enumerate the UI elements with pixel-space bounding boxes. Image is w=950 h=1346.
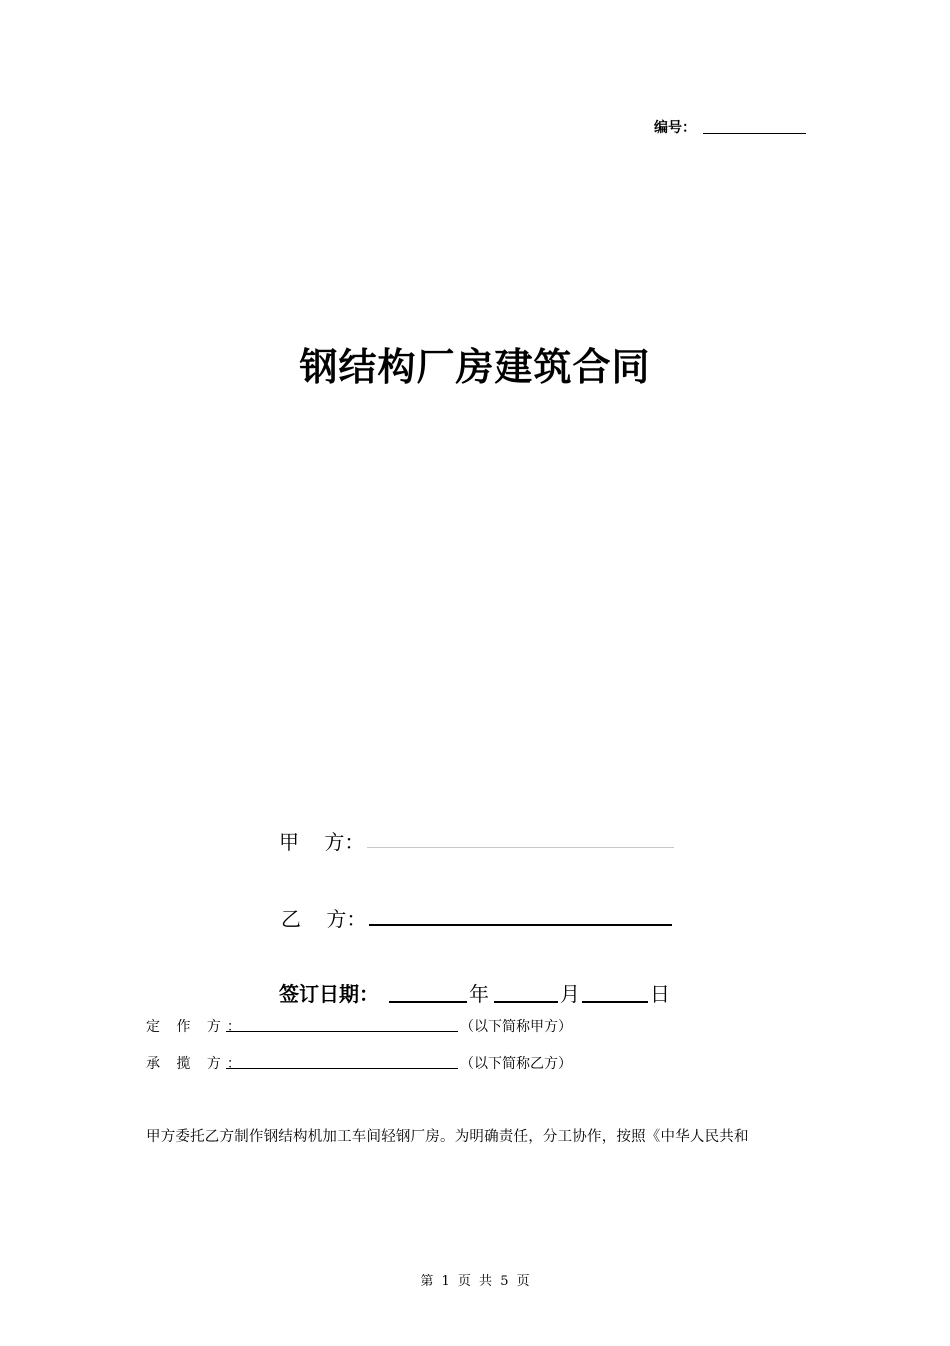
page-footer: 第 1 页 共 5 页 bbox=[420, 1274, 530, 1289]
contractor-note: （以下简称乙方） bbox=[460, 1056, 572, 1072]
year-label: 年 bbox=[469, 982, 489, 1006]
party-b-blank bbox=[369, 924, 672, 926]
intro-paragraph: 甲方委托乙方制作钢结构机加工车间轻钢厂房。为明确责任，分工协作，按照《中华人民共和 bbox=[146, 1129, 749, 1145]
year-blank bbox=[389, 1001, 467, 1003]
contractor-blank bbox=[226, 1068, 458, 1069]
page-title: 钢结构厂房建筑合同 bbox=[299, 345, 651, 389]
contractor-label: 承 揽 方： bbox=[146, 1056, 247, 1072]
month-label: 月 bbox=[560, 982, 580, 1006]
month-blank bbox=[494, 1001, 558, 1003]
party-b-label: 乙 方： bbox=[281, 907, 367, 931]
maker-blank bbox=[226, 1031, 458, 1032]
party-a-blank bbox=[367, 847, 674, 848]
day-label: 日 bbox=[650, 982, 670, 1006]
sign-date-label: 签订日期： bbox=[279, 982, 379, 1006]
document-number-blank bbox=[703, 133, 806, 134]
document-number-label: 编号： bbox=[654, 120, 696, 136]
party-a-label: 甲 方： bbox=[279, 830, 365, 854]
maker-label: 定 作 方： bbox=[146, 1019, 247, 1035]
maker-note: （以下简称甲方） bbox=[460, 1019, 572, 1035]
day-blank bbox=[582, 1001, 648, 1003]
